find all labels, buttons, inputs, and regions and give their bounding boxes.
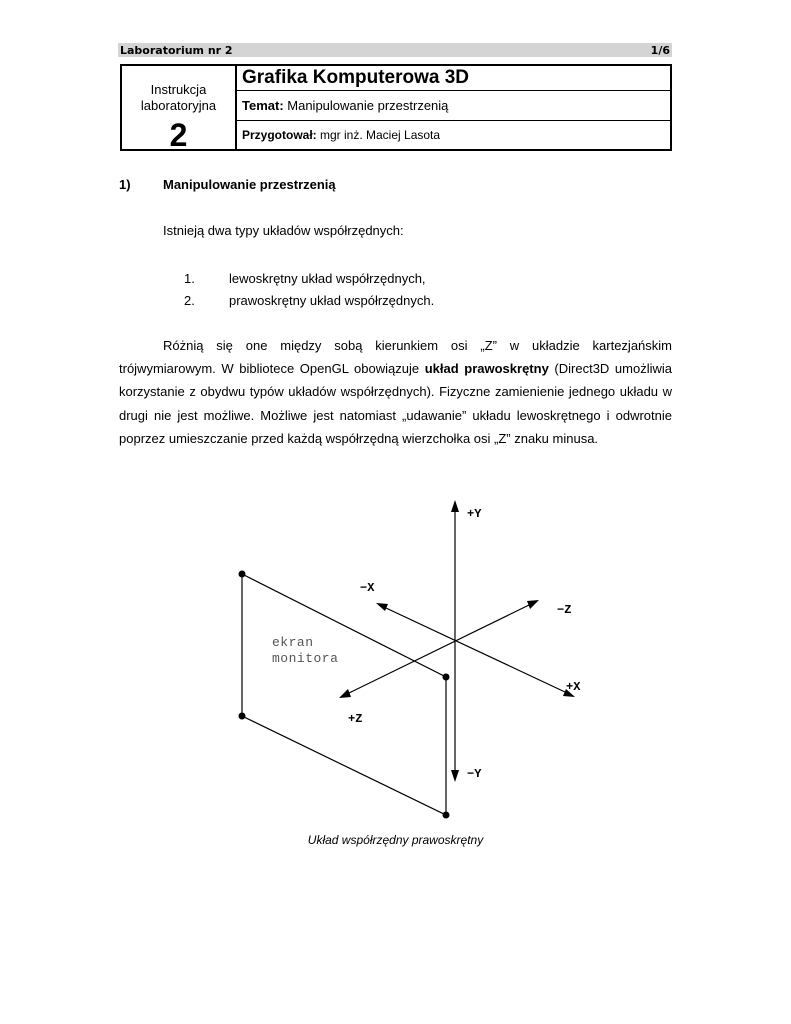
- screen-label-line1: ekran: [272, 635, 314, 650]
- list-item-text: lewoskrętny układ współrzędnych,: [229, 271, 426, 286]
- screen-corner: [443, 674, 450, 681]
- minus-y-arrowhead: [451, 770, 459, 782]
- minus-x-arrowhead: [376, 603, 388, 611]
- z-axis-line: [349, 605, 529, 693]
- instruction-label-line2: laboratoryjna: [140, 98, 217, 113]
- plus-z-label: +Z: [348, 712, 363, 726]
- section-number: 1): [119, 177, 131, 192]
- minus-z-label: −Z: [557, 603, 572, 617]
- header-lab-number: Laboratorium nr 2: [120, 43, 233, 57]
- paragraph-part2: (Direct3D umożliwia korzystanie z obydwu typów układów współrzędnych). Fizyczne zamienienie jednego układu w drugi nie jest możliwe. Możliwe jest natomiast „udawanie” układu lewoskrętnego i odwrotnie poprzez umieszczanie przed każdą współrzędną wierzchołka osi „Z” znaku minusa.: [119, 361, 672, 446]
- screen-corner: [443, 812, 450, 819]
- instruction-number: 2: [169, 117, 188, 153]
- author-value: mgr inż. Maciej Lasota: [316, 128, 441, 142]
- figure-caption: Układ współrzędny prawoskrętny: [307, 833, 484, 847]
- header-page-number: 1/6: [650, 43, 670, 57]
- screen-corner: [239, 713, 246, 720]
- plus-y-label: +Y: [467, 507, 482, 521]
- author-label: Przygotował:: [242, 128, 317, 142]
- screen-label-line2: monitora: [272, 651, 339, 666]
- minus-y-label: −Y: [467, 767, 482, 781]
- minus-z-arrowhead: [527, 600, 539, 609]
- section-title: Manipulowanie przestrzenią: [163, 177, 336, 192]
- plus-z-arrowhead: [339, 689, 351, 698]
- paragraph-bold: układ prawoskrętny: [424, 361, 549, 377]
- plus-y-arrowhead: [451, 500, 459, 512]
- topic-label: Temat:: [242, 98, 284, 113]
- topic-value: Manipulowanie przestrzenią: [283, 98, 449, 113]
- paragraph-part1: Różnią się one między sobą kierunkiem osi „Z” w układzie kartezjańskim trójwymiarowym. W bibliotece OpenGL obowiązuje: [119, 338, 672, 377]
- instruction-label-line1: Instrukcja: [150, 82, 207, 97]
- intro-text: Istnieją dwa typy układów współrzędnych:: [163, 223, 404, 238]
- course-title-text: Grafika Komputerowa 3D: [242, 67, 469, 88]
- screen-corner: [239, 571, 246, 578]
- list-item-text: prawoskrętny układ współrzędnych.: [229, 293, 435, 308]
- list-item-number: 2.: [184, 293, 195, 308]
- x-axis-line: [386, 608, 565, 692]
- plus-x-label: +X: [566, 680, 581, 694]
- list-item-number: 1.: [184, 271, 195, 286]
- minus-x-label: −X: [360, 581, 375, 595]
